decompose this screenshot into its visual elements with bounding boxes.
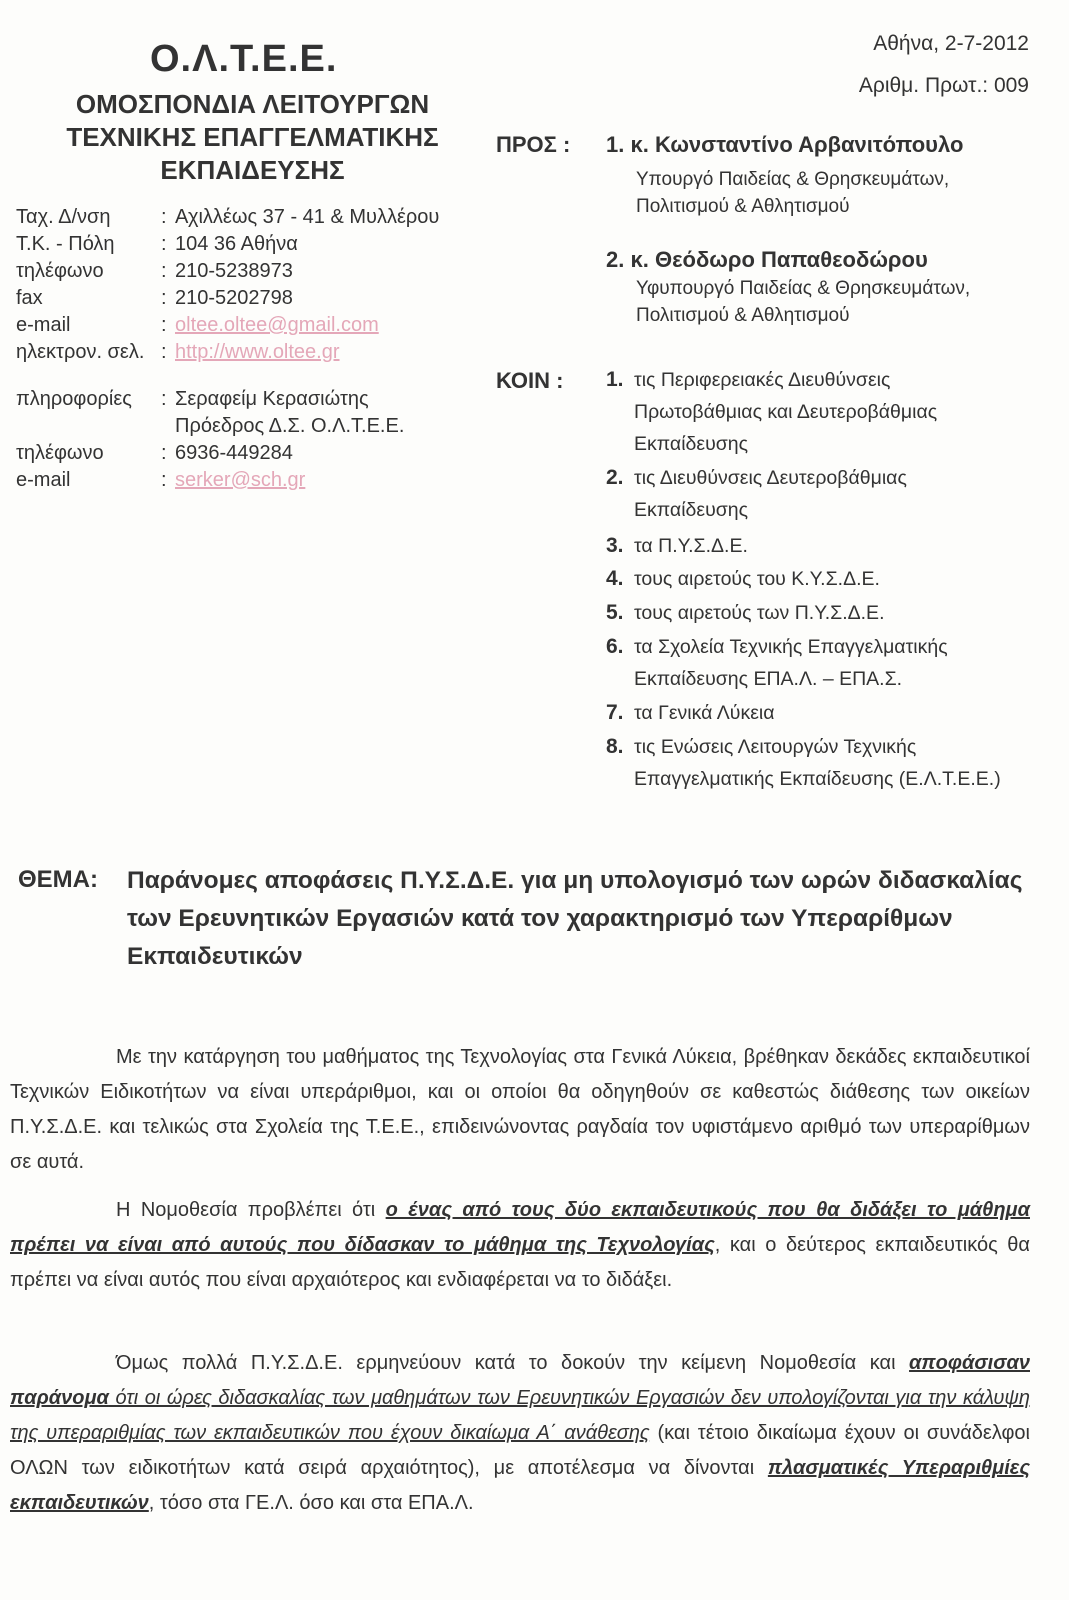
emphasis-text: ο ένας από τους δύο εκπαιδευτικούς που θα διδάξει το μάθημα πρέπει να είναι από αυτούς που δίδασκαν το μάθημα της Τεχνολογίας: [10, 1199, 1030, 1256]
contact-address-row: Ταχ. Δ/νση : Αχιλλέως 37 - 41 & Μυλλέρου: [16, 206, 440, 228]
org-name-line: ΤΕΧΝΙΚΗΣ ΕΠΑΓΓΕΛΜΑΤΙΚΗΣ: [66, 122, 439, 152]
contact-postal-row: Τ.Κ. - Πόλη : 104 36 Αθήνα: [16, 233, 298, 255]
website-link[interactable]: http://www.oltee.gr: [175, 341, 340, 363]
contact-email-row: e-mail : oltee.oltee@gmail.com: [16, 314, 379, 336]
contact-phone-row: τηλέφωνο : 210-5238973: [16, 260, 293, 282]
info-block: [16, 386, 404, 494]
subject-text: Παράνομες αποφάσεις Π.Υ.Σ.Δ.Ε. για μη υπολογισμό των ωρών διδασκαλίας των Ερευνητικών Εργασιών κατά τον χαρακτηρισμό των Υπεραρίθμων Εκπαιδευτικών: [127, 867, 1023, 970]
email-link[interactable]: oltee.oltee@gmail.com: [175, 314, 379, 336]
info-phone-row: τηλέφωνο : 6936-449284: [16, 442, 293, 464]
koin-label: ΚΟΙΝ :: [496, 368, 564, 393]
info-name-row: πληροφορίες : Σεραφείμ Κερασιώτης: [16, 388, 369, 410]
koin-item: 2. τις Διευθύνσεις Δευτεροβάθμιας Εκπαίδευσης: [606, 466, 907, 521]
info-email-link[interactable]: serker@sch.gr: [175, 469, 306, 491]
body-paragraph-3: Όμως πολλά Π.Υ.Σ.Δ.Ε. ερμηνεύουν κατά το δοκούν την κείμενη Νομοθεσία και αποφάσισαν παράνομα ότι οι ώρες διδασκαλίας των μαθημάτων των Ερευνητικών Εργασιών δεν υπολογίζονται για την κάλυψη της υπεραριθμίας των εκπαιδευτικών που έχουν δικαίωμα Α΄ ανάθεσης (και τέτοιο δικαίωμα έχουν οι συνάδελφοι ΟΛΩΝ των ειδικοτήτων κατά σειρά αρχαιότητος), με αποτέλεσμα να δίνονται πλασματικές Υπεραριθμίες εκπαιδευτικών, τόσο στα ΓΕ.Λ. όσο και στα ΕΠΑ.Λ.: [10, 1352, 1031, 1514]
koin-item: 3. τα Π.Υ.Σ.Δ.Ε.: [606, 534, 748, 557]
koin-item: 5. τους αιρετούς των Π.Υ.Σ.Δ.Ε.: [606, 601, 885, 624]
contact-fax-row: fax : 210-5202798: [16, 287, 293, 309]
org-name-line: ΕΚΠΑΙΔΕΥΣΗΣ: [160, 155, 345, 185]
info-title-row: Πρόεδρος Δ.Σ. Ο.Λ.Τ.Ε.Ε.: [175, 415, 405, 437]
emphasis-text: πλασματικές Υπεραριθμίες εκπαιδευτικών: [10, 1457, 1031, 1514]
contact-block: [16, 204, 439, 366]
recipient-2-name: 2. κ. Θεόδωρο Παπαθεοδώρου: [606, 247, 928, 272]
info-email-row: e-mail : serker@sch.gr: [16, 469, 306, 491]
emphasis-text: αποφάσισαν παράνομα: [10, 1352, 1030, 1409]
recipient-1-name: 1. κ. Κωνσταντίνο Αρβανιτόπουλο: [606, 132, 964, 157]
subject-label: ΘΕΜΑ:: [18, 866, 98, 893]
contact-web-row: ηλεκτρον. σελ. : http://www.oltee.gr: [16, 341, 340, 363]
protocol-number: Αριθμ. Πρωτ.: 009: [858, 74, 1029, 97]
org-name-line: ΟΜΟΣΠΟΝΔΙΑ ΛΕΙΤΟΥΡΓΩΝ: [75, 89, 430, 119]
koin-item: 6. τα Σχολεία Τεχνικής Επαγγελματικής Εκπαίδευσης ΕΠΑ.Λ. – ΕΠΑ.Σ.: [606, 635, 948, 690]
org-full-name: [20, 88, 485, 187]
koin-item: 4. τους αιρετούς του Κ.Υ.Σ.Δ.Ε.: [606, 567, 880, 590]
body-paragraph-1: Με την κατάργηση του μαθήματος της Τεχνολογίας στα Γενικά Λύκεια, βρέθηκαν δεκάδες εκπαιδευτικοί Τεχνικών Ειδικοτήτων να είναι υπεράριθμοι, και οι οποίοι θα οδηγηθούν σε καθεστώς διάθεσης των οικείων Π.Υ.Σ.Δ.Ε. και τελικώς στα Σχολεία της Τ.Ε.Ε., επιδεινώνοντας ραγδαία τον υφιστάμενο αριθμό των υπεραρίθμων σε αυτά.: [10, 1046, 1030, 1173]
recipient-2-role: Υφυπουργό Παιδείας & Θρησκευμάτων, Πολιτισμού & Αθλητισμού: [636, 278, 971, 326]
body-paragraph-2: Η Νομοθεσία προβλέπει ότι ο ένας από τους δύο εκπαιδευτικούς που θα διδάξει το μάθημα πρέπει να είναι από αυτούς που δίδασκαν το μάθημα της Τεχνολογίας, και ο δεύτερος εκπαιδευτικός θα πρέπει να είναι αυτός που είναι αρχαιότερος και ενδιαφέρεται να το διδάξει.: [10, 1199, 1030, 1291]
document-date: Αθήνα, 2-7-2012: [873, 32, 1029, 55]
koin-item: 8. τις Ενώσεις Λειτουργών Τεχνικής Επαγγελματικής Εκπαίδευσης (Ε.Λ.Τ.Ε.Ε.): [606, 735, 1001, 790]
koin-item: 1. τις Περιφερειακές Διευθύνσεις Πρωτοβάθμιας και Δευτεροβάθμιας Εκπαίδευσης: [606, 368, 938, 455]
org-abbreviation: Ο.Λ.Τ.Ε.Ε.: [150, 38, 338, 80]
recipient-1-role: Υπουργό Παιδείας & Θρησκευμάτων, Πολιτισμού & Αθλητισμού: [636, 169, 950, 217]
emphasis-text: ότι οι ώρες διδασκαλίας των μαθημάτων των Ερευνητικών Εργασιών δεν υπολογίζονται για την κάλυψη της υπεραριθμίας των εκπαιδευτικών που έχουν δικαίωμα Α΄ ανάθεσης: [10, 1387, 1030, 1444]
koin-item: 7. τα Γενικά Λύκεια: [606, 701, 775, 724]
pros-label: ΠΡΟΣ :: [496, 132, 571, 157]
